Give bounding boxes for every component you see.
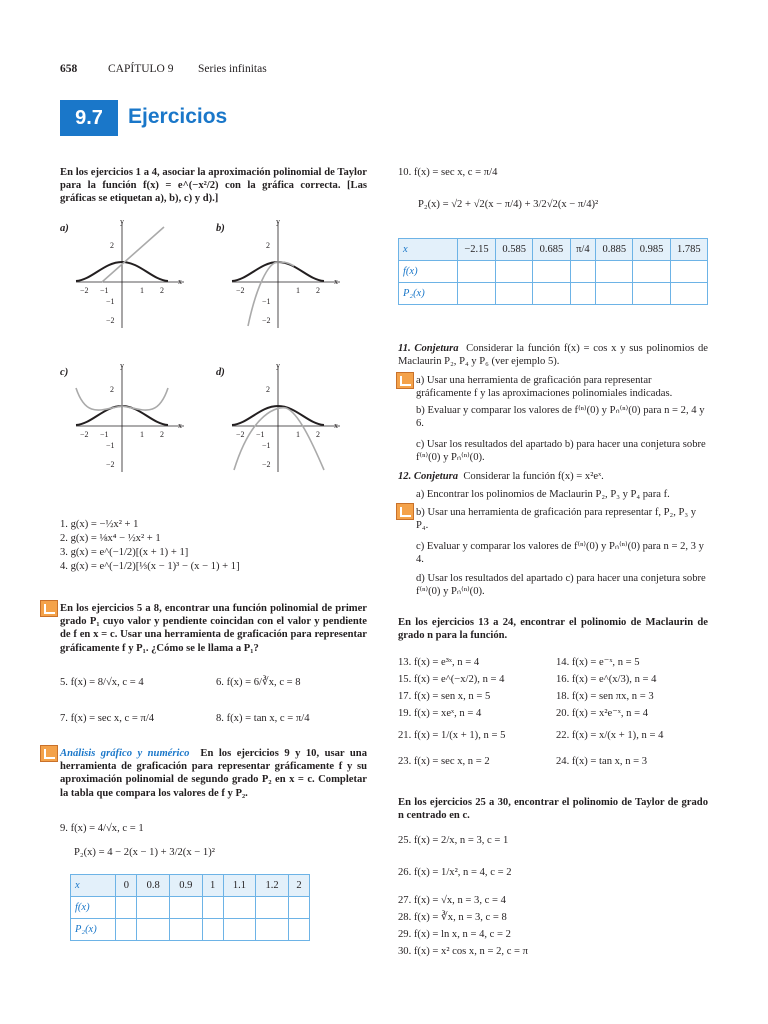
intro-25-30: En los ejercicios 25 a 30, encontrar el polinomio de Taylor de grado n centrado en c. [398,797,708,822]
list-item: 2. g(x) = ⅛x⁴ − ½x² + 1 [60,533,161,544]
table-row [399,239,708,261]
svg-text:−2: −2 [80,430,89,439]
ex-7: 7. f(x) = sec x, c = π/4 [60,713,155,724]
svg-text:1: 1 [140,430,144,439]
ex-12-a: a) Encontrar los polinomios de Maclaurin P₂, P₃ y P₄ para f. [416,489,670,500]
list-item: 17. f(x) = sen x, n = 5 18. f(x) = sen πx, n = 3 [398,691,654,702]
ex-9-function: 9. f(x) = 4/√x, c = 1 [60,823,144,834]
table-cell: 1.2 [256,875,289,897]
ex-9-table [70,874,310,941]
svg-text:x: x [178,421,182,430]
svg-text:2: 2 [110,385,114,394]
intro-5-8: En los ejercicios 5 a 8, encontrar una función polinomial de primer grado P₁ cuyo valor y pendiente coincidan con el valor y pendiente de f en x = c. Usar una herramienta de graficación para representar gráficamente f y P₁. ¿Cómo se le llama a P₁? [60,603,367,654]
svg-text:−2: −2 [262,460,271,469]
ex-11-c: c) Usar los resultados del apartado b) para hacer una conjetura sobre f⁽ⁿ⁾(0) y Pₙ⁽ⁿ⁾(0). [416,439,706,464]
svg-text:2: 2 [160,430,164,439]
svg-text:y: y [276,218,280,226]
svg-text:−2: −2 [262,316,271,325]
section-number-badge: 9.7 [60,100,118,136]
graph-label-d: d) [216,367,225,378]
ex-12-head: 12. Conjetura [398,471,459,482]
ex-11 [398,342,708,368]
table-cell: x [71,875,116,897]
svg-text:2: 2 [316,430,320,439]
svg-text:−1: −1 [262,441,271,450]
svg-text:y: y [120,362,124,370]
svg-text:−2: −2 [106,460,115,469]
svg-text:1: 1 [296,286,300,295]
svg-text:2: 2 [266,241,270,250]
chapter-title: Series infinitas [198,63,267,75]
svg-text:2: 2 [266,385,270,394]
table-cell: 0.985 [633,239,670,261]
list-item: 21. f(x) = 1/(x + 1), n = 5 22. f(x) = x/(x + 1), n = 4 [398,730,664,741]
chapter-label: CAPÍTULO 9 [108,63,174,75]
table-cell: 0.8 [137,875,170,897]
svg-text:−1: −1 [262,297,271,306]
table-cell: x [399,239,458,261]
list-item: 4. g(x) = e^(−1/2)[⅓(x − 1)³ − (x − 1) + 1] [60,561,240,572]
graphing-utility-icon [396,372,414,389]
graph-c [72,362,192,474]
table-row [399,283,708,305]
list-item: 26. f(x) = 1/x², n = 4, c = 2 [398,867,512,878]
intro-1-4: En los ejercicios 1 a 4, asociar la aproximación polinomial de Taylor para la función f(x) = e^(−x²/2) con la gráfica correcta. [Las gráficas se etiquetan a), b), c) y d).] [60,167,367,205]
svg-text:−1: −1 [106,441,115,450]
svg-text:1: 1 [140,286,144,295]
graph-label-a: a) [60,223,69,234]
svg-text:y: y [120,218,124,226]
table-row [71,897,310,919]
list-item: 3. g(x) = e^(−1/2)[(x + 1) + 1] [60,547,189,558]
list-item: 1. g(x) = −½x² + 1 [60,519,139,530]
graph-a [72,218,192,330]
table-cell: 0.585 [496,239,533,261]
list-item: 25. f(x) = 2/x, n = 3, c = 1 [398,835,509,846]
list-item: 29. f(x) = ln x, n = 4, c = 2 [398,929,511,940]
ex-5: 5. f(x) = 8/√x, c = 4 [60,677,144,688]
ex-10-p2: P₂(x) = √2 + √2(x − π/4) + 3/2√2(x − π/4)² [418,199,599,210]
table-cell: π/4 [570,239,596,261]
graph-d [228,362,348,474]
graph-b [228,218,348,330]
ex-11-text: Considerar la función f(x) = cos x y sus polinomios de Maclaurin P₂, P₄ y P₆ (ver ejemplo 5). [398,343,708,368]
table-cell: 0.9 [169,875,202,897]
ex-12-text: Considerar la función f(x) = x²eˣ. [463,471,604,482]
graphing-utility-icon [396,503,414,520]
ex-9-p2: P₂(x) = 4 − 2(x − 1) + 3/2(x − 1)² [74,847,215,858]
ex-11-head: 11. Conjetura [398,343,459,354]
table-cell: 1 [202,875,223,897]
ex-12-c: c) Evaluar y comparar los valores de f⁽ⁿ⁾(0) y Pₙ⁽ⁿ⁾(0) para n = 2, 3 y 4. [416,541,704,566]
svg-text:−2: −2 [106,316,115,325]
section-title: Ejercicios [128,105,228,128]
svg-text:2: 2 [316,286,320,295]
list-item: 30. f(x) = x² cos x, n = 2, c = π [398,946,529,957]
svg-text:2: 2 [160,286,164,295]
table-cell: P₂(x) [71,919,116,941]
table-row [399,261,708,283]
ex13-24-grid [398,656,718,772]
graph-label-c: c) [60,367,69,378]
table-cell: 2 [288,875,309,897]
ex-8: 8. f(x) = tan x, c = π/4 [216,713,310,724]
ex1-4-list [60,518,240,574]
table-cell: 0.885 [596,239,633,261]
list-item: 13. f(x) = e³ˣ, n = 4 14. f(x) = e⁻ˣ, n = 5 [398,657,640,668]
page-number: 658 [60,63,78,75]
list-item: 15. f(x) = e^(−x/2), n = 4 16. f(x) = e^(x/3), n = 4 [398,674,657,685]
list-item: 27. f(x) = √x, n = 3, c = 4 [398,895,506,906]
list-item: 23. f(x) = sec x, n = 2 24. f(x) = tan x, n = 3 [398,756,648,767]
graphing-utility-icon [40,600,58,617]
svg-text:y: y [276,362,280,370]
table-row [71,875,310,897]
svg-text:−1: −1 [106,297,115,306]
ex-11-a: a) Usar una herramienta de graficación para representar gráficamente f y las aproximaciones polinomiales indicadas. [416,375,673,400]
intro-9-10 [60,747,367,800]
list-item: 28. f(x) = ∛x, n = 3, c = 8 [398,912,507,923]
table-cell: 1.785 [670,239,707,261]
table-cell: −2.15 [458,239,496,261]
svg-text:−1: −1 [100,286,109,295]
ex-12-d: d) Usar los resultados del apartado c) para hacer una conjetura sobre f⁽ⁿ⁾(0) y Pₙ⁽ⁿ⁾(0). [416,573,706,598]
table-cell: f(x) [71,897,116,919]
graph-label-b: b) [216,223,225,234]
table-row [71,919,310,941]
intro-13-24: En los ejercicios 13 a 24, encontrar el polinomio de Maclaurin de grado n para la función. [398,617,708,642]
svg-text:−2: −2 [80,286,89,295]
list-item: 19. f(x) = xeˣ, n = 4 20. f(x) = x²e⁻ˣ, n = 4 [398,708,649,719]
ex-12-b: b) Usar una herramienta de graficación para representar f, P₂, P₃ y P₄. [416,507,697,532]
svg-text:−1: −1 [100,430,109,439]
table-cell: P₂(x) [399,283,458,305]
svg-text:1: 1 [296,430,300,439]
table-cell: 1.1 [223,875,256,897]
ex25-30-list [398,834,528,962]
table-cell: 0.685 [533,239,570,261]
intro-9-10-text: En los ejercicios 9 y 10, usar una herramienta de graficación para representar gráficamente f y su aproximación polinomial de segundo grado P₂ en x = c. Completar la tabla que compara los valores de f y P₂. [60,748,367,799]
svg-text:−1: −1 [256,430,265,439]
ex-11-b: b) Evaluar y comparar los valores de f⁽ⁿ⁾(0) y Pₙ⁽ⁿ⁾(0) para n = 2, 4 y 6. [416,405,705,430]
ex-6: 6. f(x) = 6/∛x, c = 8 [216,677,301,688]
svg-text:x: x [178,277,182,286]
graphing-utility-icon [40,745,58,762]
svg-text:2: 2 [110,241,114,250]
table-cell: f(x) [399,261,458,283]
svg-text:−2: −2 [236,430,245,439]
table-cell: 0 [116,875,137,897]
svg-text:x: x [334,277,338,286]
ex-12 [398,470,708,483]
svg-text:−2: −2 [236,286,245,295]
svg-text:x: x [334,421,338,430]
intro-9-10-label: Análisis gráfico y numérico [60,748,190,759]
ex-10-function: 10. f(x) = sec x, c = π/4 [398,167,498,178]
ex-10-table [398,238,708,305]
